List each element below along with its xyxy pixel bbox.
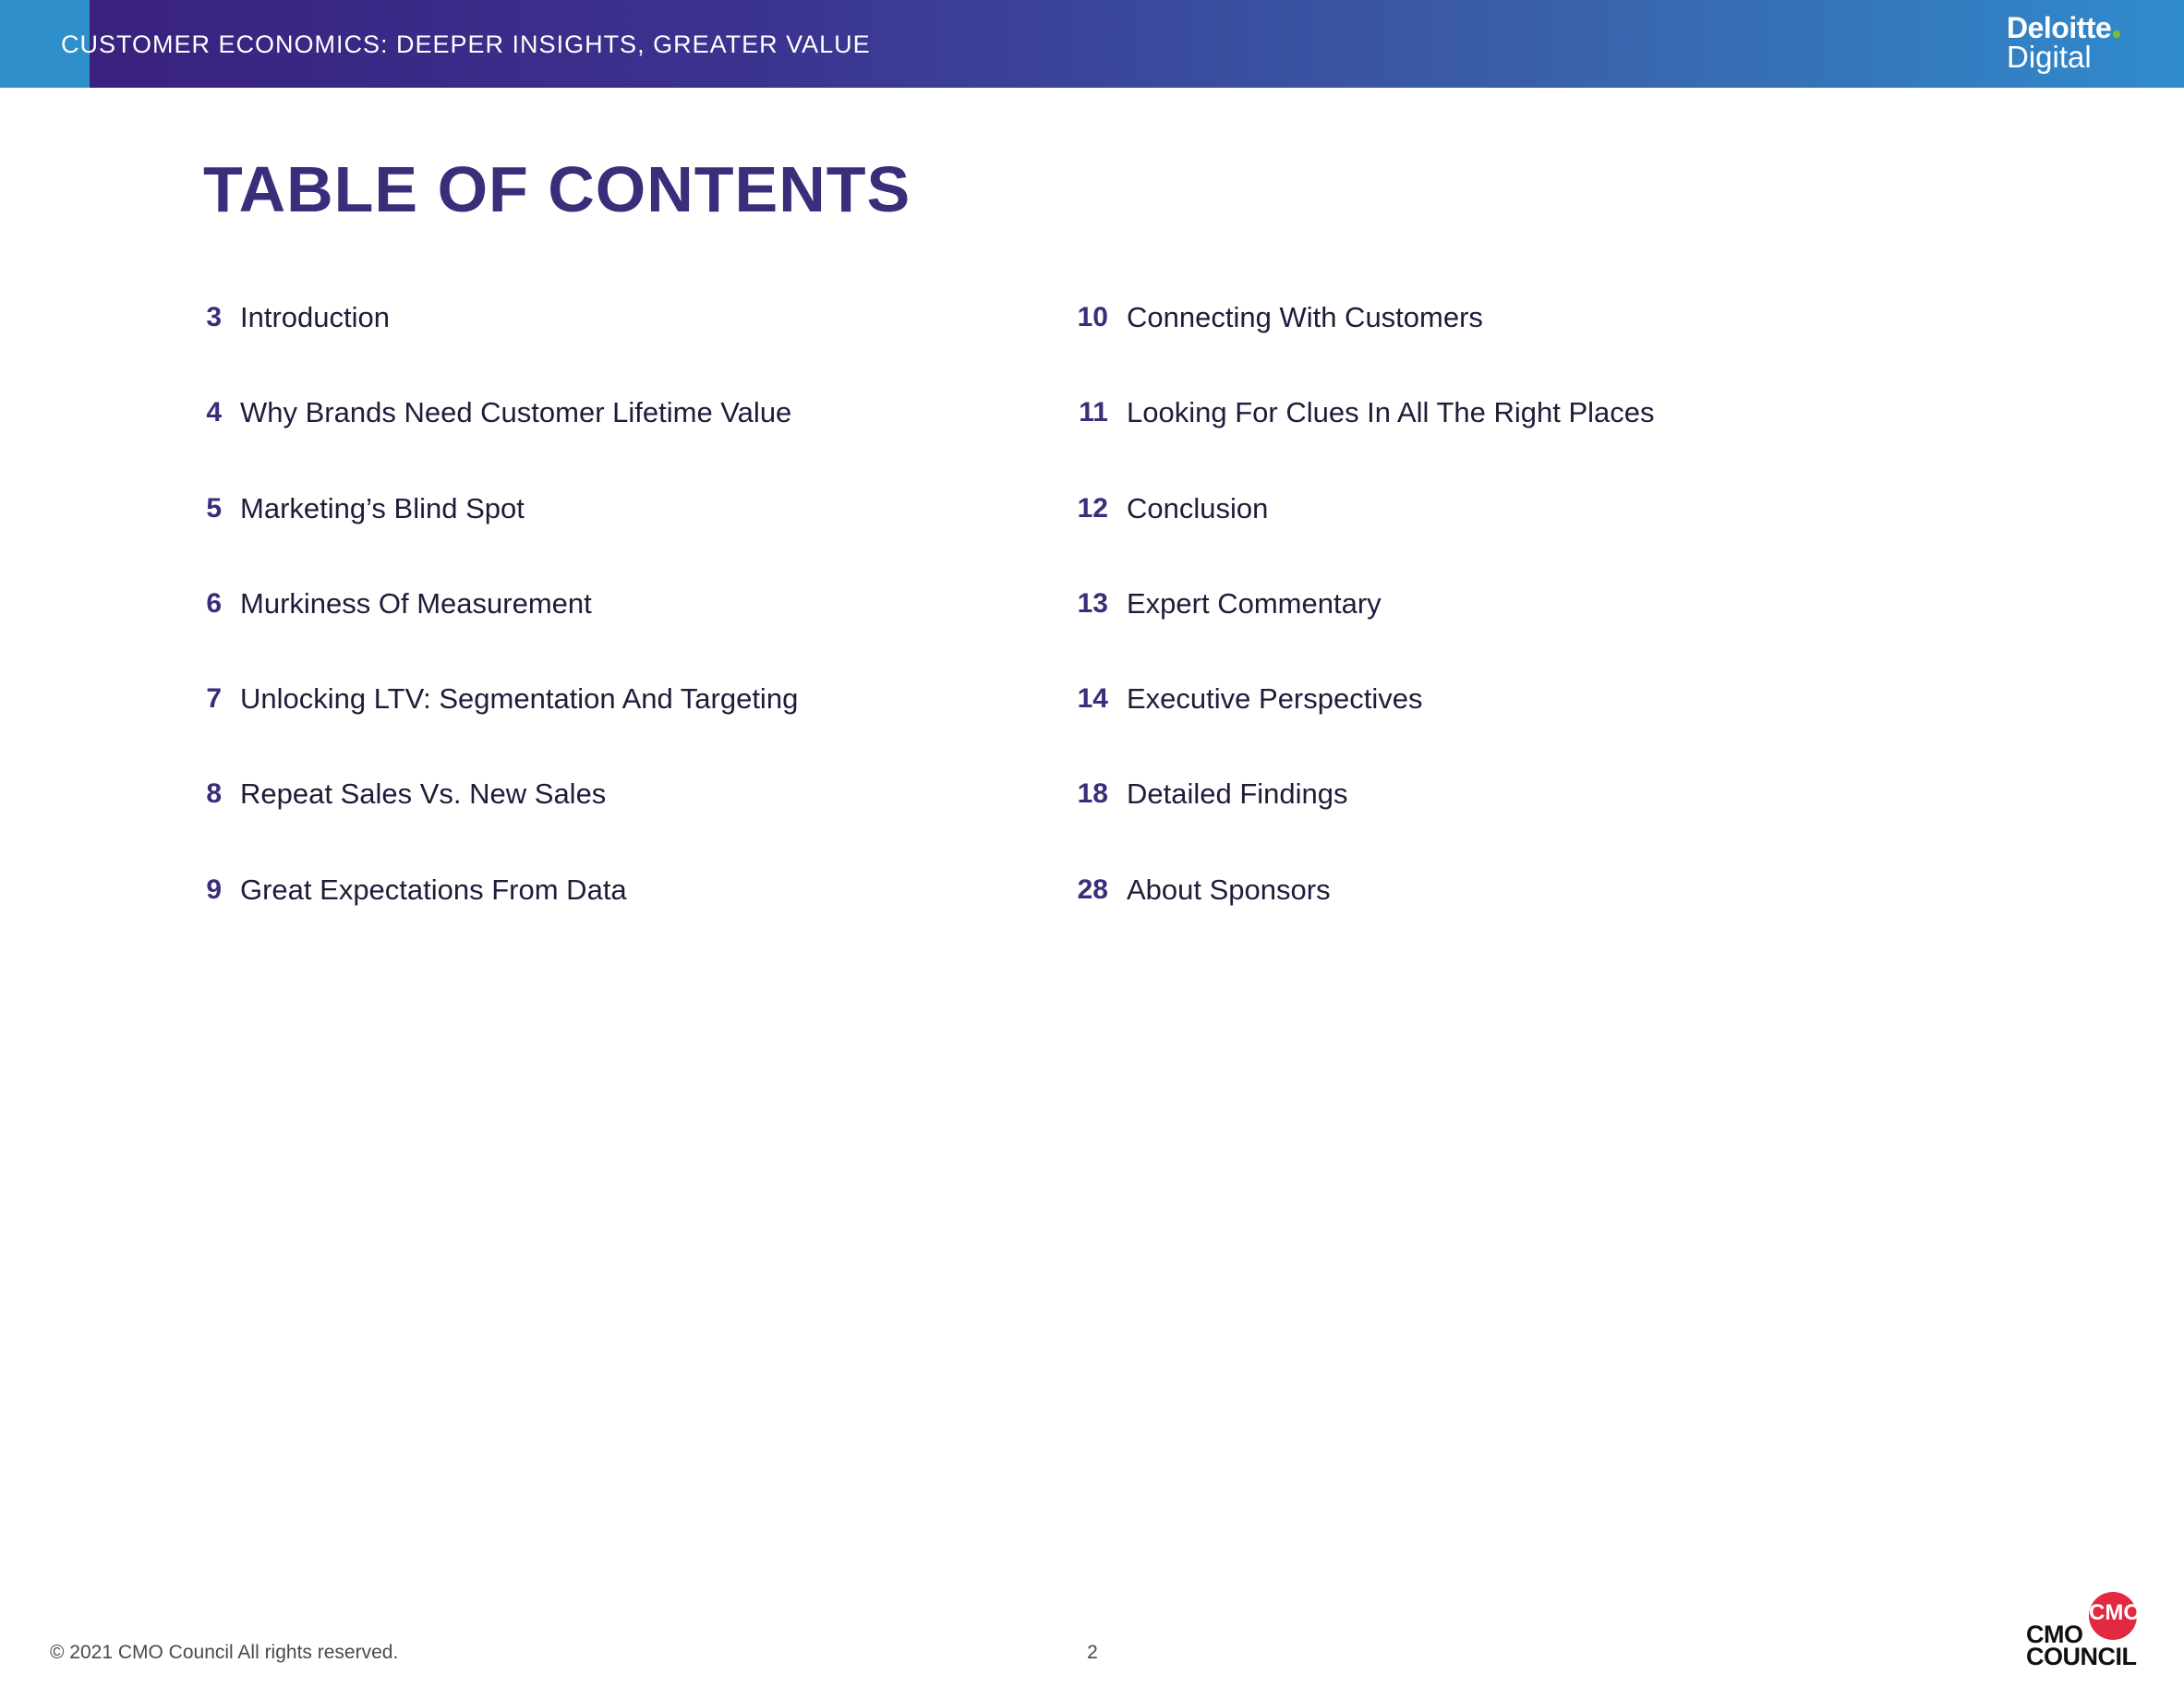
toc-entry-label: Murkiness Of Measurement <box>240 586 592 620</box>
toc-page-number: 28 <box>1077 874 1108 905</box>
toc-entry[interactable] <box>157 580 988 675</box>
toc-page-number: 9 <box>206 874 222 905</box>
cmo-circle-mark: CMO <box>2089 1600 2141 1625</box>
toc-entry[interactable] <box>157 675 988 770</box>
cmo-logo-word-2: COUNCIL <box>2026 1643 2137 1670</box>
toc-entry[interactable] <box>1044 580 1875 675</box>
report-title: CUSTOMER ECONOMICS: DEEPER INSIGHTS, GREATER VALUE <box>61 30 871 58</box>
toc-page-number: 13 <box>1077 587 1108 619</box>
header-band <box>0 0 2184 88</box>
toc-entry-label: Expert Commentary <box>1127 586 1382 620</box>
brand-sub: Digital <box>2007 40 2092 74</box>
cmo-logo-word-1: CMO <box>2026 1621 2083 1648</box>
toc-entry[interactable] <box>1044 675 1875 770</box>
toc-page-number: 8 <box>206 778 222 810</box>
toc-entry[interactable] <box>157 485 988 580</box>
toc-entry[interactable] <box>1044 485 1875 580</box>
toc-page-number: 11 <box>1079 397 1108 428</box>
toc-page-number: 4 <box>206 397 222 428</box>
brand-dot-icon <box>2113 30 2120 38</box>
toc-entry-label: Introduction <box>240 301 390 333</box>
toc-entry[interactable] <box>157 389 988 484</box>
toc-page-number: 14 <box>1077 683 1108 715</box>
deloitte-digital-logo <box>1996 11 2143 78</box>
toc-entry[interactable] <box>157 770 988 865</box>
toc-entry-label: Marketing’s Blind Spot <box>240 491 525 524</box>
toc-entry-label: Unlocking LTV: Segmentation And Targeting <box>240 682 799 716</box>
cmo-circle-icon <box>2089 1592 2141 1640</box>
toc-page-number: 18 <box>1077 778 1108 810</box>
page-title: TABLE OF CONTENTS <box>203 153 911 225</box>
toc-entry-label: Detailed Findings <box>1127 777 1348 811</box>
toc-entry[interactable] <box>1044 389 1875 484</box>
page-number: 2 <box>1087 1642 1098 1663</box>
toc-page-number: 3 <box>206 302 222 332</box>
toc-page-number: 12 <box>1077 492 1108 524</box>
toc-page-number: 5 <box>206 492 222 524</box>
toc-entry-label: Repeat Sales Vs. New Sales <box>240 777 607 811</box>
cmo-council-logo <box>2022 1590 2152 1673</box>
toc-entry[interactable] <box>1044 770 1875 865</box>
copyright-notice: © 2021 CMO Council All rights reserved. <box>50 1642 399 1663</box>
brand-name: Deloitte <box>2007 11 2112 44</box>
toc-page-number: 10 <box>1077 302 1108 332</box>
toc-entry-label: Looking For Clues In All The Right Places <box>1127 396 1655 429</box>
toc-entry-label: Conclusion <box>1127 491 1269 524</box>
toc-entry-label: Great Expectations From Data <box>240 873 627 906</box>
toc-entry-label: Why Brands Need Customer Lifetime Value <box>240 396 792 429</box>
toc-page-number: 6 <box>206 587 222 619</box>
toc-page-number: 7 <box>206 683 222 715</box>
toc-entry[interactable] <box>1044 294 1875 389</box>
toc-entry[interactable] <box>157 294 988 389</box>
toc-entry-label: Executive Perspectives <box>1127 682 1423 716</box>
toc-entry-label: Connecting With Customers <box>1127 301 1483 333</box>
toc-entry[interactable] <box>157 866 988 961</box>
toc-entry[interactable] <box>1044 866 1875 961</box>
toc-column-left <box>157 294 988 961</box>
toc-column-right <box>1044 294 1875 961</box>
toc-entry-label: About Sponsors <box>1127 873 1331 906</box>
